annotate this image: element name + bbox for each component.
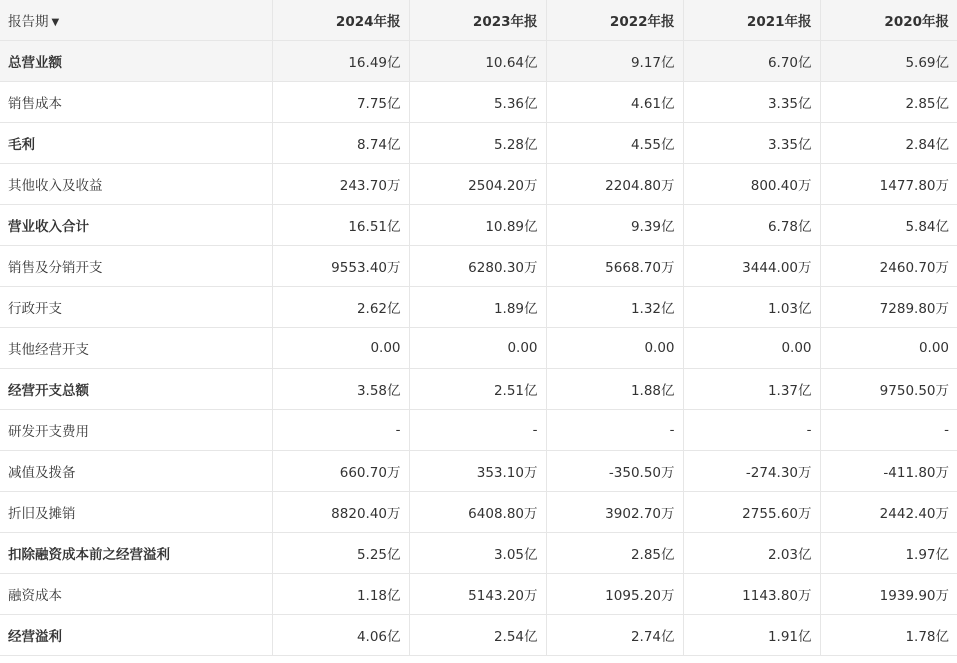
row-value: 2.74亿 — [546, 614, 683, 655]
table-row — [0, 491, 957, 532]
row-value: 3.58亿 — [272, 368, 409, 409]
row-value: 4.55亿 — [546, 122, 683, 163]
row-value: 9.39亿 — [546, 204, 683, 245]
table-row — [0, 286, 957, 327]
row-value: 2504.20万 — [409, 163, 546, 204]
row-label: 研发开支费用 — [0, 409, 272, 450]
table-row — [0, 245, 957, 286]
row-value: 3.35亿 — [683, 81, 820, 122]
row-value: 2.85亿 — [820, 81, 957, 122]
row-value: 0.00 — [272, 327, 409, 368]
table-row — [0, 204, 957, 245]
row-value: 2.54亿 — [409, 614, 546, 655]
row-value: 2.85亿 — [546, 532, 683, 573]
row-label: 总营业额 — [0, 40, 272, 81]
row-label: 其他经营开支 — [0, 327, 272, 368]
table-row — [0, 122, 957, 163]
row-value: -274.30万 — [683, 450, 820, 491]
row-value: 2460.70万 — [820, 245, 957, 286]
row-value: 5.28亿 — [409, 122, 546, 163]
row-value: 6.70亿 — [683, 40, 820, 81]
row-value: 6280.30万 — [409, 245, 546, 286]
row-value: 2204.80万 — [546, 163, 683, 204]
row-value: 4.06亿 — [272, 614, 409, 655]
year-header: 2023年报 — [409, 0, 546, 40]
row-value: 16.49亿 — [272, 40, 409, 81]
row-value: 9750.50万 — [820, 368, 957, 409]
row-value: 0.00 — [409, 327, 546, 368]
row-value: 243.70万 — [272, 163, 409, 204]
row-value: 8820.40万 — [272, 491, 409, 532]
row-value: 3.05亿 — [409, 532, 546, 573]
table-row — [0, 81, 957, 122]
year-header: 2021年报 — [683, 0, 820, 40]
row-value: 2.62亿 — [272, 286, 409, 327]
row-label: 其他收入及收益 — [0, 163, 272, 204]
period-label: 报告期 — [8, 13, 49, 30]
row-value: 7.75亿 — [272, 81, 409, 122]
row-value: 2.84亿 — [820, 122, 957, 163]
row-label: 经营溢利 — [0, 614, 272, 655]
row-value: -350.50万 — [546, 450, 683, 491]
table-row — [0, 40, 957, 81]
table-row — [0, 450, 957, 491]
header-row — [0, 0, 957, 40]
row-value: 16.51亿 — [272, 204, 409, 245]
row-value: - — [820, 409, 957, 450]
row-value: 3.35亿 — [683, 122, 820, 163]
row-value: 0.00 — [820, 327, 957, 368]
row-value: 8.74亿 — [272, 122, 409, 163]
row-value: -411.80万 — [820, 450, 957, 491]
row-value: 5.36亿 — [409, 81, 546, 122]
row-value: 3444.00万 — [683, 245, 820, 286]
row-value: 6408.80万 — [409, 491, 546, 532]
table-row — [0, 614, 957, 655]
row-value: 1477.80万 — [820, 163, 957, 204]
table-row — [0, 532, 957, 573]
row-value: 2442.40万 — [820, 491, 957, 532]
row-label: 扣除融资成本前之经营溢利 — [0, 532, 272, 573]
row-value: 1939.90万 — [820, 573, 957, 614]
row-value: 1.03亿 — [683, 286, 820, 327]
row-value: 2755.60万 — [683, 491, 820, 532]
period-dropdown[interactable] — [0, 0, 272, 40]
table-row — [0, 368, 957, 409]
table-body — [0, 40, 957, 655]
table-row — [0, 327, 957, 368]
row-value: - — [272, 409, 409, 450]
row-value: 5.84亿 — [820, 204, 957, 245]
row-value: 1.97亿 — [820, 532, 957, 573]
row-label: 行政开支 — [0, 286, 272, 327]
row-value: 1143.80万 — [683, 573, 820, 614]
row-value: 9.17亿 — [546, 40, 683, 81]
row-value: 3902.70万 — [546, 491, 683, 532]
row-value: 353.10万 — [409, 450, 546, 491]
year-header: 2022年报 — [546, 0, 683, 40]
row-label: 经营开支总额 — [0, 368, 272, 409]
row-value: - — [409, 409, 546, 450]
row-value: 6.78亿 — [683, 204, 820, 245]
row-value: 9553.40万 — [272, 245, 409, 286]
row-value: 660.70万 — [272, 450, 409, 491]
row-value: 2.51亿 — [409, 368, 546, 409]
row-value: 1.37亿 — [683, 368, 820, 409]
row-value: - — [546, 409, 683, 450]
row-label: 减值及拨备 — [0, 450, 272, 491]
row-label: 销售及分销开支 — [0, 245, 272, 286]
row-value: 0.00 — [683, 327, 820, 368]
chevron-down-icon: ▼ — [51, 16, 60, 28]
row-value: 1.18亿 — [272, 573, 409, 614]
row-value: 5.69亿 — [820, 40, 957, 81]
row-value: 800.40万 — [683, 163, 820, 204]
row-value: 1.89亿 — [409, 286, 546, 327]
row-value: - — [683, 409, 820, 450]
row-value: 1.78亿 — [820, 614, 957, 655]
row-value: 5668.70万 — [546, 245, 683, 286]
row-value: 10.89亿 — [409, 204, 546, 245]
row-value: 1.88亿 — [546, 368, 683, 409]
row-value: 0.00 — [546, 327, 683, 368]
row-value: 4.61亿 — [546, 81, 683, 122]
row-value: 5.25亿 — [272, 532, 409, 573]
row-value: 10.64亿 — [409, 40, 546, 81]
row-label: 融资成本 — [0, 573, 272, 614]
table-row — [0, 573, 957, 614]
table-row — [0, 163, 957, 204]
row-label: 销售成本 — [0, 81, 272, 122]
row-value: 1.91亿 — [683, 614, 820, 655]
row-value: 1.32亿 — [546, 286, 683, 327]
row-value: 2.03亿 — [683, 532, 820, 573]
row-label: 毛利 — [0, 122, 272, 163]
year-header: 2024年报 — [272, 0, 409, 40]
year-header: 2020年报 — [820, 0, 957, 40]
row-label: 营业收入合计 — [0, 204, 272, 245]
row-value: 7289.80万 — [820, 286, 957, 327]
table-row — [0, 409, 957, 450]
row-value: 1095.20万 — [546, 573, 683, 614]
row-value: 5143.20万 — [409, 573, 546, 614]
row-label: 折旧及摊销 — [0, 491, 272, 532]
